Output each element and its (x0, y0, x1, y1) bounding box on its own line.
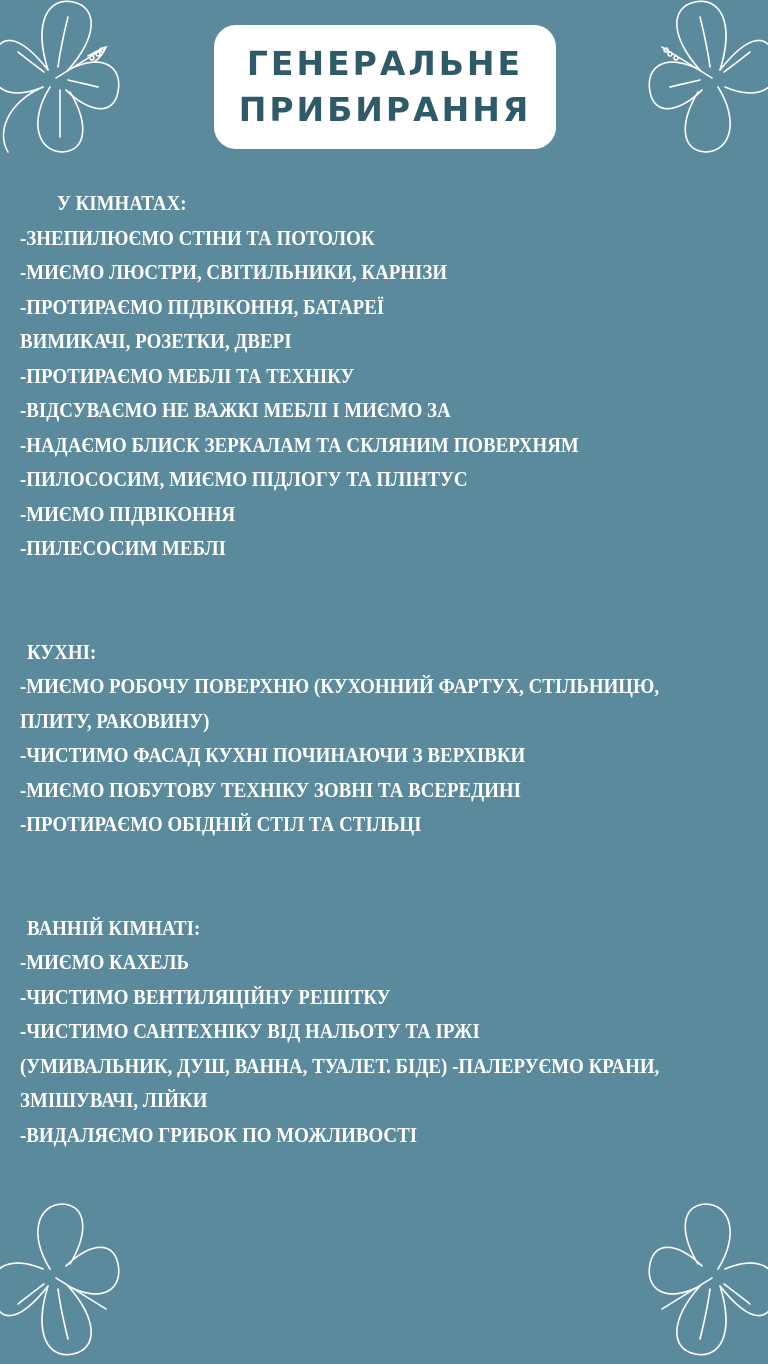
list-item: -ЧИСТИМО САНТЕХНІКУ ВІД НАЛЬОТУ ТА ІРЖІ (20, 1019, 480, 1043)
title-box (214, 25, 556, 149)
list-item: -ЧИСТИМО ВЕНТИЛЯЦІЙНУ РЕШІТКУ (20, 984, 391, 1009)
list-item: -ВІДСУВАЄМО НЕ ВАЖКІ МЕБЛІ І МИЄМО ЗА (20, 398, 451, 422)
section-heading-rooms: У КІМНАТАХ: (56, 191, 187, 215)
title-line-2: ПРИБИРАННЯ (238, 90, 532, 129)
section-heading-bathroom: ВАННІЙ КІМНАТІ: (27, 915, 201, 940)
checklist (20, 186, 667, 1152)
list-item: -МИЄМО ПОБУТОВУ ТЕХНІКУ ЗОВНІ ТА ВСЕРЕДИНІ (20, 777, 521, 802)
list-item: (УМИВАЛЬНИК, ДУШ, ВАННА, ТУАЛЕТ. БІДЕ) -ПАЛЕРУЄМО КРАНИ, (20, 1053, 660, 1078)
title-line-1: ГЕНЕРАЛЬНЕ (246, 44, 524, 83)
list-item: ЗМІШУВАЧІ, ЛІЙКИ (20, 1088, 208, 1112)
list-item: -ВИДАЛЯЄМО ГРИБОК ПО МОЖЛИВОСТІ (20, 1122, 418, 1147)
list-item: -МИЄМО КАХЕЛЬ (20, 950, 190, 974)
list-item: -НАДАЄМО БЛИСК ЗЕРКАЛАМ ТА СКЛЯНИМ ПОВЕРХНЯМ (20, 432, 579, 457)
list-item: -ПИЛОСОСИМ, МИЄМО ПІДЛОГУ ТА ПЛІНТУС (20, 467, 468, 491)
hibiscus-flower-icon (0, 1184, 128, 1364)
hibiscus-flower-icon (640, 0, 768, 172)
list-item: -ЧИСТИМО ФАСАД КУХНІ ПОЧИНАЮЧИ З ВЕРХІВКИ (20, 743, 526, 767)
list-item: -ПИЛЕСОСИМ МЕБЛІ (20, 536, 227, 560)
list-item: ПЛИТУ, РАКОВИНУ) (20, 708, 210, 733)
list-item: -ЗНЕПИЛЮЄМО СТІНИ ТА ПОТОЛОК (20, 225, 375, 250)
list-item: -ПРОТИРАЄМО ОБІДНІЙ СТІЛ ТА СТІЛЬЦІ (20, 812, 422, 836)
list-item: -МИЄМО ПІДВІКОННЯ (20, 501, 236, 526)
list-item: -МИЄМО ЛЮСТРИ, СВІТИЛЬНИКИ, КАРНІЗИ (20, 260, 448, 284)
list-item: -ПРОТИРАЄМО ПІДВІКОННЯ, БАТАРЕЇ (20, 294, 385, 319)
section-heading-kitchen: КУХНІ: (27, 639, 97, 664)
hibiscus-flower-icon (640, 1184, 768, 1364)
hibiscus-flower-icon (0, 0, 128, 172)
list-item: ВИМИКАЧІ, РОЗЕТКИ, ДВЕРІ (20, 329, 292, 353)
list-item: -МИЄМО РОБОЧУ ПОВЕРХНЮ (КУХОННИЙ ФАРТУХ, СТІЛЬНИЦЮ, (20, 674, 660, 698)
list-item: -ПРОТИРАЄМО МЕБЛІ ТА ТЕХНІКУ (20, 363, 355, 388)
